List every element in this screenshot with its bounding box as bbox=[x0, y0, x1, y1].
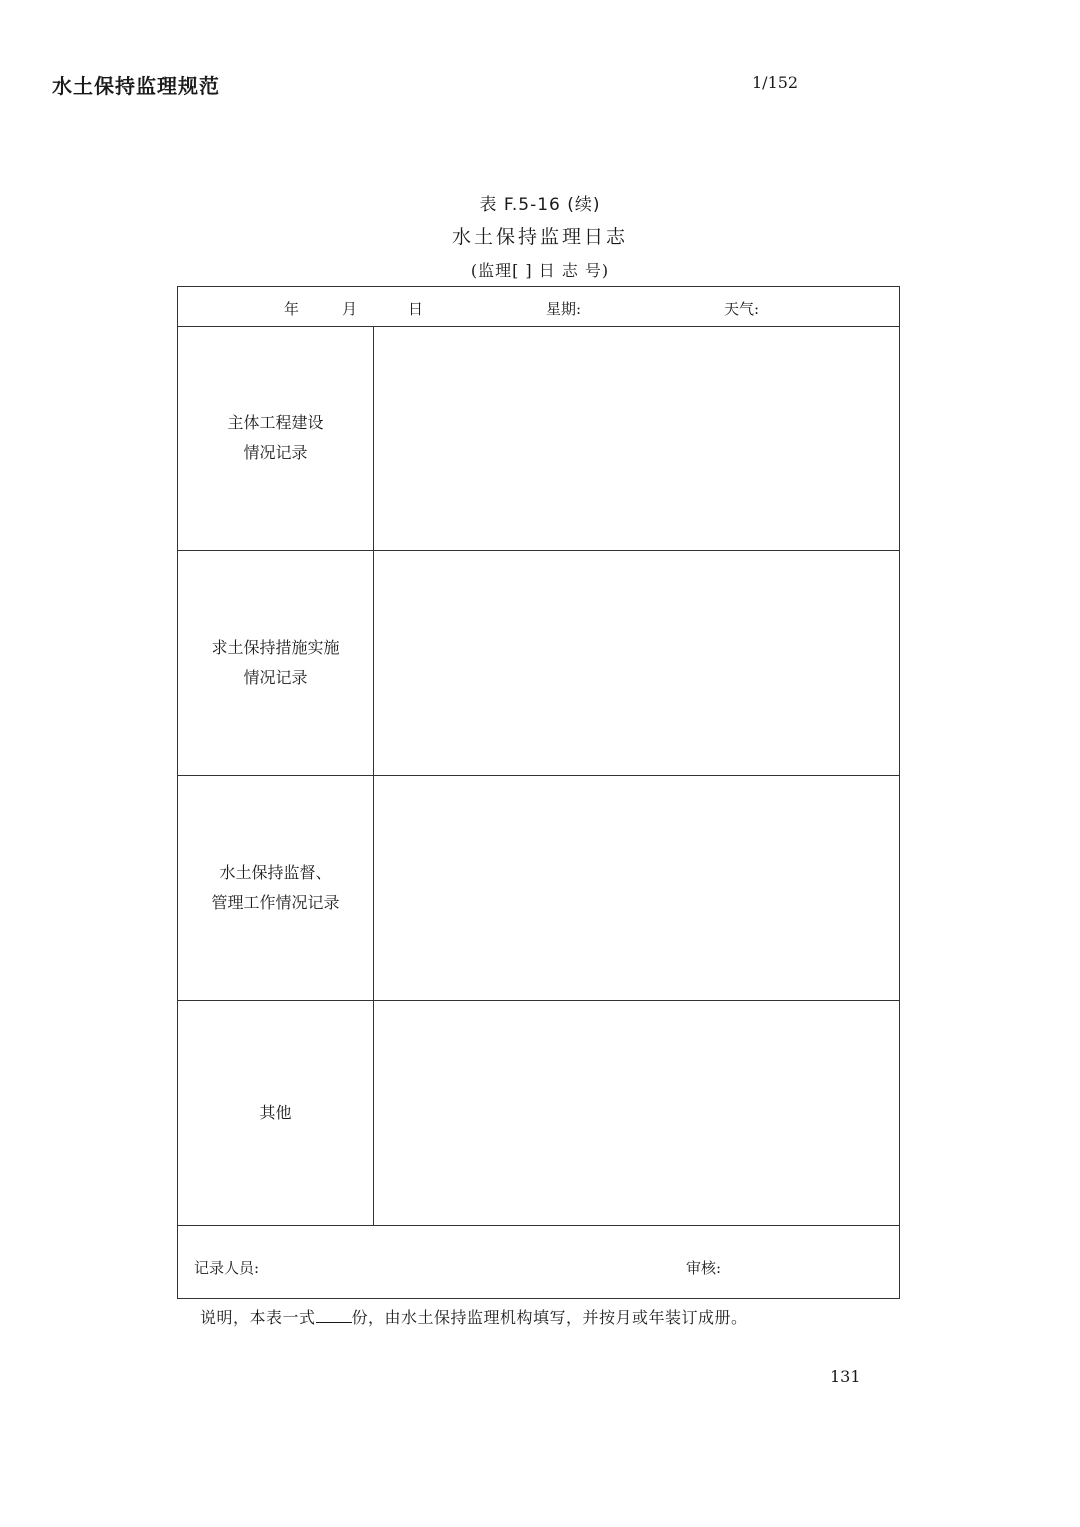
recorder-label: 记录人员: bbox=[194, 1259, 260, 1277]
section-label bbox=[178, 776, 374, 1000]
section-content-cell[interactable] bbox=[374, 1001, 899, 1225]
table-number: 表 F.5-16 (续) bbox=[479, 195, 601, 215]
note-text-before: 说明，本表一式 bbox=[200, 1308, 316, 1327]
supervision-log-form bbox=[177, 286, 900, 1299]
reviewer-label: 审核: bbox=[686, 1259, 722, 1277]
form-note bbox=[200, 1305, 748, 1328]
section-measures bbox=[178, 551, 899, 776]
section-content-cell[interactable] bbox=[374, 776, 899, 1000]
weather-label: 天气: bbox=[724, 300, 760, 318]
page-number: 131 bbox=[830, 1367, 861, 1386]
section-label-line: 主体工程建设 bbox=[227, 413, 324, 432]
section-label-line: 水土保持监督、 bbox=[219, 863, 332, 882]
section-label bbox=[178, 551, 374, 775]
log-number: (监理[ ] 日 志 号) bbox=[470, 261, 610, 280]
signature-row bbox=[178, 1227, 899, 1298]
section-label-line: 求土保持措施实施 bbox=[211, 638, 340, 657]
year-label: 年 bbox=[284, 300, 300, 318]
section-label bbox=[178, 1001, 374, 1225]
section-content-cell[interactable] bbox=[374, 551, 899, 775]
section-label bbox=[178, 326, 374, 550]
table-title: 水土保持监理日志 bbox=[451, 226, 628, 248]
section-supervision bbox=[178, 776, 899, 1001]
section-label-line: 管理工作情况记录 bbox=[211, 893, 340, 912]
section-label-line: 其他 bbox=[259, 1103, 292, 1122]
section-other bbox=[178, 1001, 899, 1226]
section-label-line: 情况记录 bbox=[243, 668, 308, 687]
note-text-after: 份，由水土保持监理机构填写，并按月或年装订成册。 bbox=[351, 1308, 748, 1327]
section-main-project bbox=[178, 326, 899, 551]
month-label: 月 bbox=[342, 300, 358, 318]
day-label: 日 bbox=[408, 300, 424, 318]
date-row bbox=[178, 287, 899, 327]
section-label-line: 情况记录 bbox=[243, 443, 308, 462]
page-counter: 1/152 bbox=[752, 73, 799, 92]
document-title: 水土保持监理规范 bbox=[52, 74, 220, 98]
copies-blank bbox=[316, 1308, 352, 1323]
section-content-cell[interactable] bbox=[374, 326, 899, 550]
weekday-label: 星期: bbox=[546, 300, 582, 318]
